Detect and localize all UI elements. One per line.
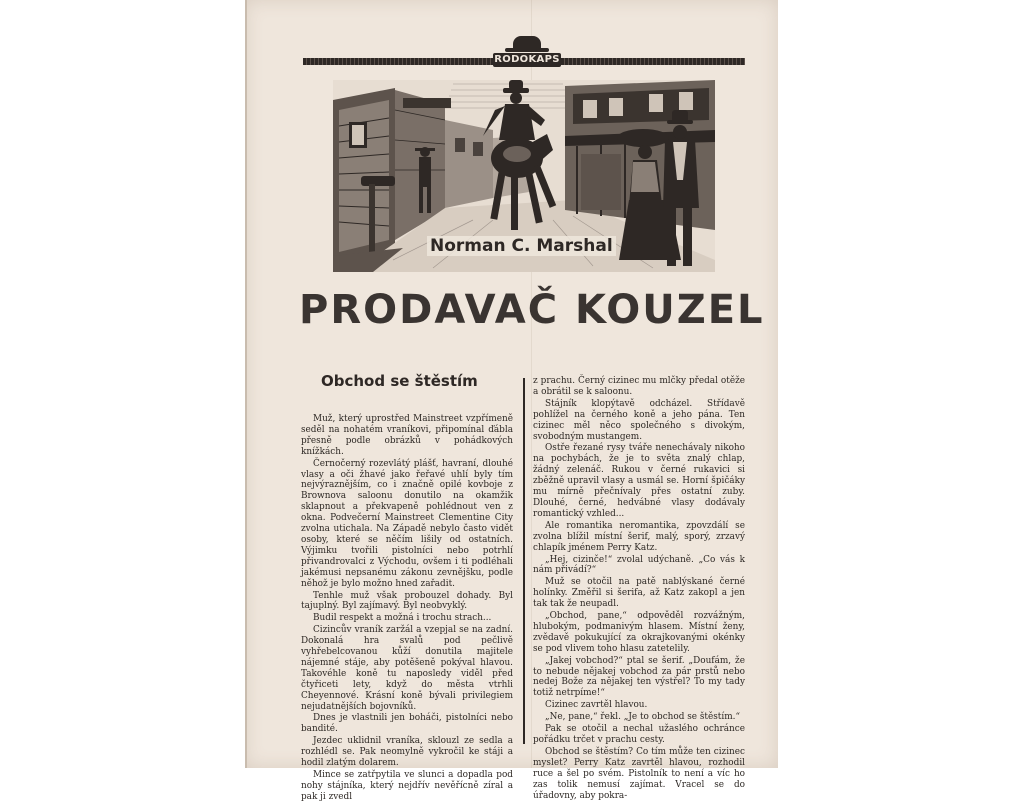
paragraph: Obchod se štěstím? Co tím může ten cizinec myslet? Perry Katz zavrtěl hlavou, rozhodil ruce a šel po svém. Pistolník to není a víc ho zas tolik nemusí zajímat. Vracel se do úřadovny, aby pokra- bbox=[533, 746, 745, 801]
hat-brim bbox=[505, 48, 549, 52]
paragraph: Cizincův vraník zaržál a vzepjal se na zadní. Dokonalá hra svalů pod pečlivě vyhřebelcovanou kůží donutila majitele nájemné stáje, aby potěšeně pokýval hlavou. Takovéhle koně tu naposledy viděl před čtyřiceti lety, když do města vtrhli Cheyennové. Krásní koně bývali privilegiem nejudatnějších bojovníků. bbox=[301, 625, 513, 712]
left-column bbox=[301, 414, 513, 802]
paragraph: Budil respekt a možná i trochu strach... bbox=[313, 613, 492, 624]
magazine-page bbox=[245, 0, 778, 802]
paragraph: Mince se zatřpytila ve slunci a dopadla pod nohy stájníka, který nejdřív nevěřícně zíral a pak ji zvedl bbox=[301, 770, 513, 802]
paragraph: Muž se otočil na patě nablýskané černé holínky. Změřil si šerifa, až Katz zakopl a jen tak tak že neupadl. bbox=[533, 577, 745, 610]
page-edge bbox=[245, 0, 247, 768]
paragraph: „Hej, cizinče!“ zvolal udýchaně. „Co vás k nám přivádí?“ bbox=[533, 554, 745, 576]
paragraph: „Obchod, pane,“ odpověděl rozvážným, hlubokým, podmanivým hlasem. Místní ženy, zvědavě pokukující za okrajkovanými okénky se pod vlivem toho hlasu zatetelily. bbox=[533, 611, 745, 654]
right-column bbox=[533, 376, 745, 801]
paragraph: Pak se otočil a nechal užaslého ochránce pořádku trčet v prachu cesty. bbox=[533, 724, 745, 745]
paragraph: Stájník klopýtavě odcházel. Střídavě pohlížel na černého koně a jeho pána. Ten cizinec měl něco společného s divokým, svobodným mustangem. bbox=[533, 398, 745, 442]
paragraph: Dnes je vlastnili jen boháči, pistolníci nebo bandité. bbox=[301, 713, 513, 735]
paragraph: Ostře řezané rysy tváře nenechávaly nikoho na pochybách, že je to světa znalý chlap, žádný zelenáč. Rukou v černé rukavici si zběžně upravil vlasy a usmál se. Horní špičáky mu mírně přečnívaly přes ostatní zuby. Dlouhé, černé, hedvábné vlasy dodávaly romantický vzhled... bbox=[533, 443, 745, 519]
story-title: PRODAVAČ KOUZEL bbox=[299, 287, 765, 333]
paragraph: „Ne, pane,“ řekl. „Je to obchod se štěstím.“ bbox=[545, 712, 740, 723]
paragraph: Černočerný rozevlátý plášť, havraní, dlouhé vlasy a oči žhavé jako řeřavé uhlí byly tím nejvýraznějším, co i značně opilé kovboje z Brownova saloonu donutilo na okamžik sklapnout a překvapeně pohlédnout ven z okna. Podvečerní Mainstreet Clementine City zvolna utichala. Na Západě nebylo často vidět osoby, které se něčím lišily od ostatních. Výjimku tvořili pistolníci nebo potrhlí přivandrovalci z Východu, ovšem i ti podléhali jakémusi nepsanému zákonu zevnějšku, podle něhož je bylo možno hned zařadit. bbox=[301, 458, 513, 589]
paragraph: Cizinec zavrtěl hlavou. bbox=[545, 700, 648, 711]
paragraph: „Jakej vobchod?“ ptal se šerif. „Doufám, že to nebude nějakej vobchod za pár prstů nebo nedej Bože za nějakej ten výstřel? To my tady totiž netrpíme!“ bbox=[533, 655, 745, 699]
column-divider bbox=[523, 378, 525, 744]
paragraph: Jezdec uklidnil vraníka, sklouzl ze sedla a rozhlédl se. Pak neomylně vykročil ke stáji a hodil zlatým dolarem. bbox=[301, 736, 513, 769]
author-name: Norman C. Marshal bbox=[427, 236, 616, 256]
header-rule-left bbox=[303, 58, 495, 65]
paragraph: Ale romantika neromantika, zpovzdálí se zvolna blížil místní šerif, malý, sporý, zrzavý chlapík jménem Perry Katz. bbox=[533, 520, 745, 553]
header-rule-right bbox=[561, 58, 745, 65]
paragraph: Muž, který uprostřed Mainstreet vzpřímeně seděl na nohatém vraníkovi, připomínal ďábla přesně podle obrázků v pohádkových knížkách. bbox=[301, 414, 513, 457]
logo-text: RODOKAPS bbox=[494, 54, 560, 65]
paragraph: z prachu. Černý cizinec mu mlčky předal otěže a obrátil se k saloonu. bbox=[533, 376, 745, 397]
section-title: Obchod se štěstím bbox=[321, 372, 478, 390]
paragraph: Tenhle muž však probouzel dohady. Byl tajuplný. Byl zajímavý. Byl neobvyklý. bbox=[301, 590, 513, 612]
rodokaps-logo bbox=[493, 36, 561, 70]
